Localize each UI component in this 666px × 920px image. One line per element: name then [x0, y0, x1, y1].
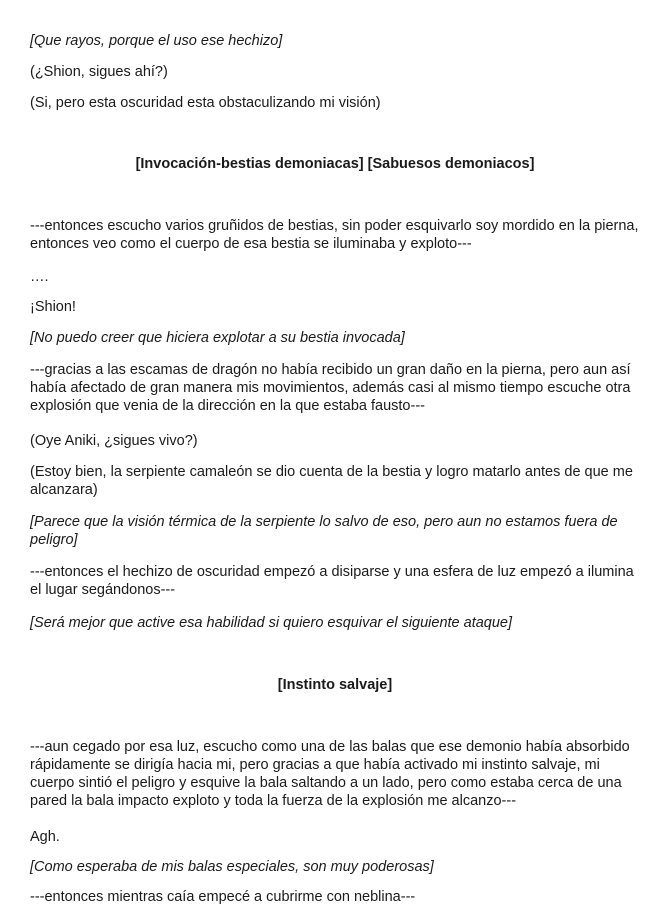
paragraph-6: ¡Shion! [30, 299, 76, 315]
paragraph-11: [Parece que la visión térmica de la serpiente lo salvo de eso, pero aun no estamos fuera de peligro] [30, 514, 618, 548]
paragraph-2: (¿Shion, sigues ahí?) [30, 64, 168, 80]
paragraph-16: [Como esperaba de mis balas especiales, son muy poderosas] [30, 859, 434, 875]
paragraph-13: [Será mejor que active esa habilidad si quiero esquivar el siguiente ataque] [30, 615, 513, 631]
paragraph-17: ---entonces mientras caía empecé a cubrirme con neblina--- [30, 889, 416, 905]
paragraph-15: Agh. [30, 829, 60, 845]
paragraph-8: ---gracias a las escamas de dragón no había recibido un gran daño en la pierna, pero aun así había afectado de gran manera mis movimientos, además casi al mismo tiempo escuche otra explosión que venia de la dirección en la que estaba fausto--- [30, 362, 631, 414]
section-heading-2: [Instinto salvaje] [277, 677, 393, 693]
paragraph-3: (Si, pero esta oscuridad esta obstaculizando mi visión) [30, 95, 381, 111]
paragraph-1: [Que rayos, porque el uso ese hechizo] [30, 33, 283, 49]
paragraph-7: [No puedo creer que hiciera explotar a su bestia invocada] [30, 330, 405, 346]
paragraph-10: (Estoy bien, la serpiente camaleón se dio cuenta de la bestia y logro matarlo antes de que me alcanzara) [30, 464, 633, 498]
paragraph-12: ---entonces el hechizo de oscuridad empezó a disiparse y una esfera de luz empezó a ilumina el lugar segándonos--- [30, 564, 634, 598]
section-heading-1: [Invocación-bestias demoniacas] [Sabuesos demoniacos] [135, 156, 535, 172]
paragraph-4: ---entonces escucho varios gruñidos de bestias, sin poder esquivarlo soy mordido en la pierna, entonces veo como el cuerpo de esa bestia se iluminaba y exploto--- [30, 218, 639, 252]
paragraph-5: …. [30, 269, 49, 285]
paragraph-9: (Oye Aniki, ¿sigues vivo?) [30, 433, 198, 449]
paragraph-14: ---aun cegado por esa luz, escucho como una de las balas que ese demonio había absorbido rápidamente se dirigía hacia mi, pero gracias a que había activado mi instinto salvaje, mi cuerpo sintió el peligro y esquive la bala saltando a un lado, pero como estaba cerca de una pared la bala impacto exploto y toda la fuerza de la explosión me alcanzo--- [30, 739, 630, 809]
